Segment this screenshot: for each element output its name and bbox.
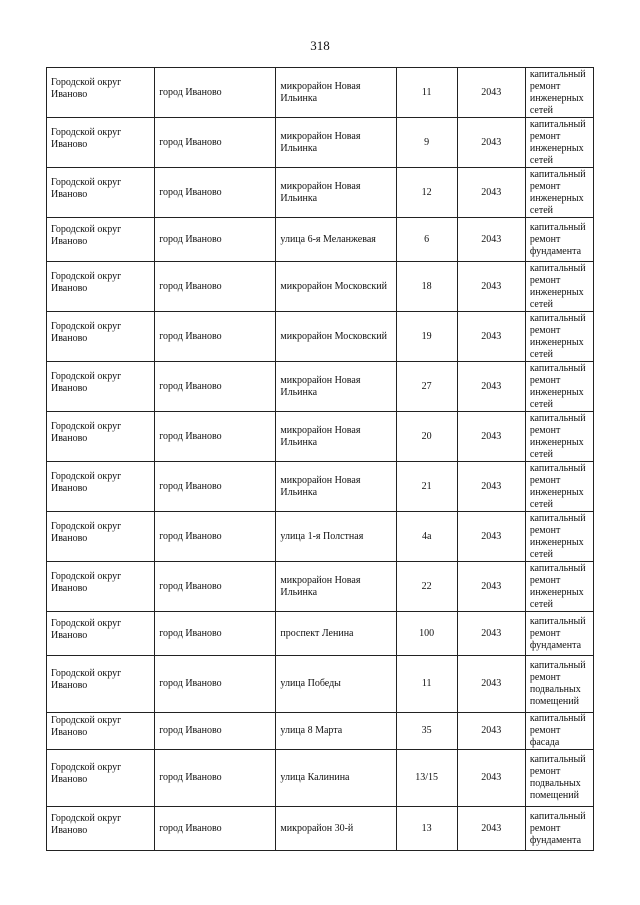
table-row bbox=[47, 713, 594, 750]
street-cell: микрорайон Новая Ильинка bbox=[276, 562, 396, 612]
street-cell: улица 1-я Полстная bbox=[276, 512, 396, 562]
district-cell: Городской округ Иваново bbox=[47, 562, 155, 612]
city-cell: город Иваново bbox=[155, 68, 276, 118]
city-cell: город Иваново bbox=[155, 656, 276, 713]
table-row bbox=[47, 312, 594, 362]
street-cell: микрорайон Новая Ильинка bbox=[276, 118, 396, 168]
district-cell: Городской округ Иваново bbox=[47, 656, 155, 713]
year-cell: 2043 bbox=[457, 807, 525, 851]
district-cell: Городской округ Иваново bbox=[47, 412, 155, 462]
district-cell: Городской округ Иваново bbox=[47, 218, 155, 262]
house-number-cell: 21 bbox=[396, 462, 457, 512]
street-cell: микрорайон Московский bbox=[276, 262, 396, 312]
street-cell: улица Калинина bbox=[276, 750, 396, 807]
street-cell: микрорайон Новая Ильинка bbox=[276, 412, 396, 462]
city-cell: город Иваново bbox=[155, 713, 276, 750]
city-cell: город Иваново bbox=[155, 807, 276, 851]
district-cell: Городской округ Иваново bbox=[47, 262, 155, 312]
district-cell: Городской округ Иваново bbox=[47, 807, 155, 851]
house-number-cell: 6 bbox=[396, 218, 457, 262]
city-cell: город Иваново bbox=[155, 512, 276, 562]
city-cell: город Иваново bbox=[155, 362, 276, 412]
work-type-cell: капитальный ремонт инженерных сетей bbox=[525, 262, 593, 312]
year-cell: 2043 bbox=[457, 562, 525, 612]
year-cell: 2043 bbox=[457, 118, 525, 168]
street-cell: улица 6-я Меланжевая bbox=[276, 218, 396, 262]
street-cell: микрорайон 30-й bbox=[276, 807, 396, 851]
table-row bbox=[47, 750, 594, 807]
city-cell: город Иваново bbox=[155, 118, 276, 168]
year-cell: 2043 bbox=[457, 262, 525, 312]
registry-table-body bbox=[47, 68, 594, 851]
work-type-cell: капитальный ремонт инженерных сетей bbox=[525, 168, 593, 218]
street-cell: микрорайон Московский bbox=[276, 312, 396, 362]
city-cell: город Иваново bbox=[155, 612, 276, 656]
table-row bbox=[47, 512, 594, 562]
house-number-cell: 11 bbox=[396, 656, 457, 713]
district-cell: Городской округ Иваново bbox=[47, 713, 155, 750]
year-cell: 2043 bbox=[457, 713, 525, 750]
year-cell: 2043 bbox=[457, 512, 525, 562]
year-cell: 2043 bbox=[457, 750, 525, 807]
work-type-cell: капитальный ремонт инженерных сетей bbox=[525, 312, 593, 362]
house-number-cell: 22 bbox=[396, 562, 457, 612]
work-type-cell: капитальный ремонт фундамента bbox=[525, 807, 593, 851]
table-row bbox=[47, 168, 594, 218]
house-number-cell: 4а bbox=[396, 512, 457, 562]
table-row bbox=[47, 612, 594, 656]
street-cell: улица 8 Марта bbox=[276, 713, 396, 750]
year-cell: 2043 bbox=[457, 462, 525, 512]
house-number-cell: 19 bbox=[396, 312, 457, 362]
district-cell: Городской округ Иваново bbox=[47, 168, 155, 218]
house-number-cell: 18 bbox=[396, 262, 457, 312]
table-row bbox=[47, 118, 594, 168]
street-cell: микрорайон Новая Ильинка bbox=[276, 68, 396, 118]
district-cell: Городской округ Иваново bbox=[47, 462, 155, 512]
work-type-cell: капитальный ремонт инженерных сетей bbox=[525, 512, 593, 562]
table-row bbox=[47, 807, 594, 851]
work-type-cell: капитальный ремонт фундамента bbox=[525, 612, 593, 656]
work-type-cell: капитальный ремонт фасада bbox=[525, 713, 593, 750]
work-type-cell: капитальный ремонт инженерных сетей bbox=[525, 462, 593, 512]
work-type-cell: капитальный ремонт инженерных сетей bbox=[525, 412, 593, 462]
city-cell: город Иваново bbox=[155, 218, 276, 262]
house-number-cell: 100 bbox=[396, 612, 457, 656]
year-cell: 2043 bbox=[457, 168, 525, 218]
year-cell: 2043 bbox=[457, 68, 525, 118]
district-cell: Городской округ Иваново bbox=[47, 118, 155, 168]
year-cell: 2043 bbox=[457, 612, 525, 656]
table-row bbox=[47, 68, 594, 118]
work-type-cell: капитальный ремонт фундамента bbox=[525, 218, 593, 262]
house-number-cell: 11 bbox=[396, 68, 457, 118]
district-cell: Городской округ Иваново bbox=[47, 312, 155, 362]
work-type-cell: капитальный ремонт инженерных сетей bbox=[525, 68, 593, 118]
district-cell: Городской округ Иваново bbox=[47, 512, 155, 562]
work-type-cell: капитальный ремонт инженерных сетей bbox=[525, 118, 593, 168]
year-cell: 2043 bbox=[457, 218, 525, 262]
table-row bbox=[47, 562, 594, 612]
street-cell: проспект Ленина bbox=[276, 612, 396, 656]
table-row bbox=[47, 262, 594, 312]
table-row bbox=[47, 656, 594, 713]
city-cell: город Иваново bbox=[155, 262, 276, 312]
house-number-cell: 20 bbox=[396, 412, 457, 462]
street-cell: микрорайон Новая Ильинка bbox=[276, 462, 396, 512]
city-cell: город Иваново bbox=[155, 312, 276, 362]
city-cell: город Иваново bbox=[155, 562, 276, 612]
table-row bbox=[47, 462, 594, 512]
work-type-cell: капитальный ремонт подвальных помещений bbox=[525, 750, 593, 807]
year-cell: 2043 bbox=[457, 412, 525, 462]
year-cell: 2043 bbox=[457, 312, 525, 362]
table-row bbox=[47, 412, 594, 462]
house-number-cell: 27 bbox=[396, 362, 457, 412]
work-type-cell: капитальный ремонт подвальных помещений bbox=[525, 656, 593, 713]
table-row bbox=[47, 362, 594, 412]
year-cell: 2043 bbox=[457, 362, 525, 412]
city-cell: город Иваново bbox=[155, 412, 276, 462]
street-cell: микрорайон Новая Ильинка bbox=[276, 168, 396, 218]
city-cell: город Иваново bbox=[155, 462, 276, 512]
district-cell: Городской округ Иваново bbox=[47, 612, 155, 656]
house-number-cell: 13/15 bbox=[396, 750, 457, 807]
year-cell: 2043 bbox=[457, 656, 525, 713]
table-row bbox=[47, 218, 594, 262]
district-cell: Городской округ Иваново bbox=[47, 750, 155, 807]
page-number: 318 bbox=[310, 38, 330, 53]
house-number-cell: 35 bbox=[396, 713, 457, 750]
street-cell: улица Победы bbox=[276, 656, 396, 713]
registry-table bbox=[46, 67, 594, 851]
city-cell: город Иваново bbox=[155, 168, 276, 218]
house-number-cell: 12 bbox=[396, 168, 457, 218]
house-number-cell: 13 bbox=[396, 807, 457, 851]
work-type-cell: капитальный ремонт инженерных сетей bbox=[525, 562, 593, 612]
district-cell: Городской округ Иваново bbox=[47, 68, 155, 118]
work-type-cell: капитальный ремонт инженерных сетей bbox=[525, 362, 593, 412]
city-cell: город Иваново bbox=[155, 750, 276, 807]
street-cell: микрорайон Новая Ильинка bbox=[276, 362, 396, 412]
district-cell: Городской округ Иваново bbox=[47, 362, 155, 412]
house-number-cell: 9 bbox=[396, 118, 457, 168]
